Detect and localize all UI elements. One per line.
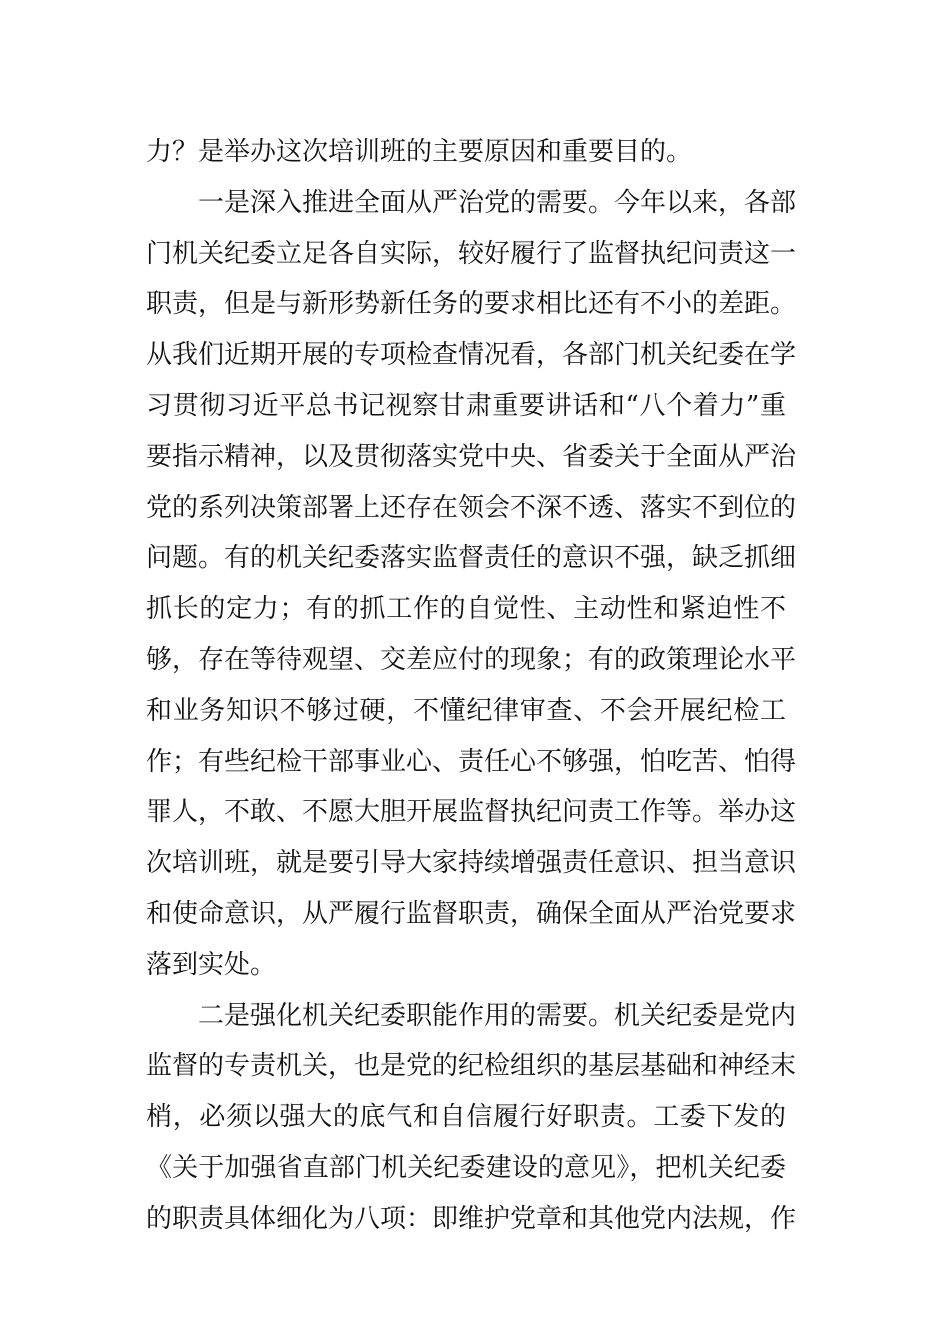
text-line: 罪人，不敢、不愿大胆开展监督执纪问责工作等。举办这 xyxy=(146,797,797,828)
text-line: 监督的专责机关，也是党的纪检组织的基层基础和神经末 xyxy=(146,1051,797,1082)
text-line: 《关于加强省直部门机关纪委建设的意见》，把机关纪委 xyxy=(146,1152,786,1183)
text-line: 落到实处。 xyxy=(146,949,277,980)
text-line: 习贯彻习近平总书记视察甘肃重要讲话和“八个着力”重 xyxy=(146,390,786,421)
text-line: 门机关纪委立足各自实际，较好履行了监督执纪问责这一 xyxy=(146,238,797,269)
text-line: 的职责具体细化为八项：即维护党章和其他党内法规，作 xyxy=(146,1203,797,1234)
text-line: 和业务知识不够过硬，不懂纪律审查、不会开展纪检工 xyxy=(146,695,786,726)
paragraph-first-line: 二是强化机关纪委职能作用的需要。机关纪委是党内 xyxy=(198,1000,797,1031)
document-body xyxy=(146,127,797,1245)
text-line: 梢，必须以强大的底气和自信履行好职责。工委下发的 xyxy=(146,1102,786,1133)
text-line: 职责，但是与新形势新任务的要求相比还有不小的差距。 xyxy=(146,289,797,320)
text-line: 够，存在等待观望、交差应付的现象；有的政策理论水平 xyxy=(146,644,797,675)
text-line: 要指示精神，以及贯彻落实党中央、省委关于全面从严治 xyxy=(146,441,797,472)
text-line: 次培训班，就是要引导大家持续增强责任意识、担当意识 xyxy=(146,848,797,879)
text-line: 和使命意识，从严履行监督职责，确保全面从严治党要求 xyxy=(146,898,797,929)
text-line: 力？是举办这次培训班的主要原因和重要目的。 xyxy=(146,137,693,167)
text-line: 抓长的定力；有的抓工作的自觉性、主动性和紧迫性不 xyxy=(146,594,786,625)
text-line: 从我们近期开展的专项检查情况看，各部门机关纪委在学 xyxy=(146,340,797,371)
text-line: 作；有些纪检干部事业心、责任心不够强，怕吃苦、怕得 xyxy=(146,746,797,777)
text-line: 问题。有的机关纪委落实监督责任的意识不强，缺乏抓细 xyxy=(146,543,797,574)
text-line: 党的系列决策部署上还存在领会不深不透、落实不到位的 xyxy=(146,492,797,523)
paragraph-first-line: 一是深入推进全面从严治党的需要。今年以来，各部 xyxy=(198,187,797,218)
